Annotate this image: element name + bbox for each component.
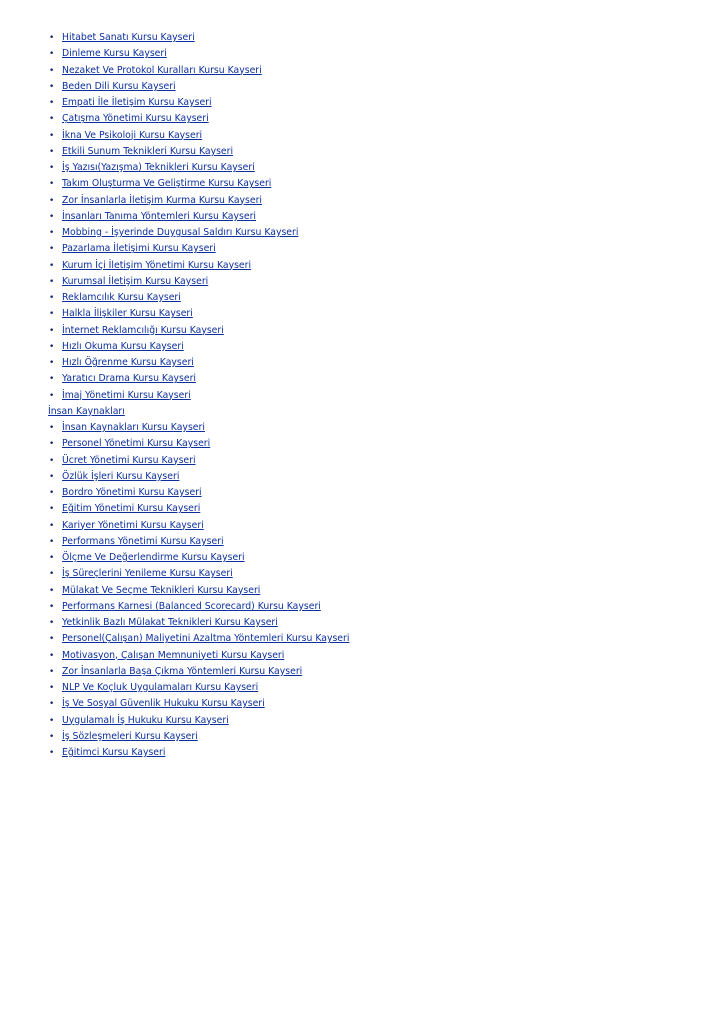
list-item [48,209,708,225]
course-link[interactable]: Zor İnsanlarla İletişim Kurma Kursu Kayseri [62,194,262,206]
list-item [48,371,708,387]
course-link[interactable]: Halkla İlişkiler Kursu Kayseri [62,308,193,320]
bullet-icon: • [49,293,55,303]
course-link[interactable]: Reklamcılık Kursu Kayseri [62,292,181,303]
course-link[interactable]: İnsanları Tanıma Yöntemleri Kursu Kayseri [62,210,256,222]
bullet-icon: • [49,325,55,336]
bullet-icon: • [49,699,55,710]
bullet-icon: • [49,228,55,238]
list-item [48,583,708,599]
course-link[interactable]: Mobbing - İşyerinde Duygusal Saldırı Kursu Kayseri [62,227,299,238]
course-link[interactable]: Nezaket Ve Protokol Kuralları Kursu Kayseri [62,64,262,76]
list-item [48,241,708,257]
bullet-icon: • [49,634,55,645]
course-link[interactable]: İş Ve Sosyal Güvenlik Hukuku Kursu Kayseri [62,698,265,710]
list-item [48,339,708,355]
course-link[interactable]: Ölçme Ve Değerlendirme Kursu Kayseri [62,552,245,563]
course-link[interactable]: Kurumsal İletişim Kursu Kayseri [62,275,209,287]
course-link[interactable]: Pazarlama İletişimi Kursu Kayseri [62,243,216,255]
list-item [48,46,708,62]
course-link[interactable]: Beden Dili Kursu Kayseri [62,80,176,92]
bullet-icon: • [49,211,55,222]
bullet-icon: • [49,683,55,693]
list-item [48,615,708,631]
course-link[interactable]: NLP Ve Koçluk Uygulamaları Kursu Kayseri [62,682,259,693]
list-item [48,599,708,615]
course-link[interactable]: İnternet Reklamcılığı Kursu Kayseri [62,324,224,336]
course-link[interactable]: Çatışma Yönetimi Kursu Kayseri [62,113,209,125]
list-item [48,518,708,534]
course-link[interactable]: İnsan Kaynakları Kursu Kayseri [62,422,205,433]
bullet-icon: • [49,666,55,677]
list-item [48,566,708,582]
bullet-icon: • [49,504,55,515]
bullet-icon: • [49,423,55,433]
bullet-icon: • [49,65,55,76]
list-item [48,323,708,339]
list-item [48,95,708,111]
section-heading-hr[interactable]: İnsan Kaynakları [48,405,125,417]
bullet-icon: • [49,341,55,352]
bullet-icon: • [49,114,55,125]
bullet-icon: • [49,98,55,108]
course-link[interactable]: Bordro Yönetimi Kursu Kayseri [62,487,202,498]
bullet-icon: • [49,374,55,385]
bullet-icon: • [49,390,55,401]
bullet-icon: • [49,163,55,173]
list-item [48,111,708,127]
course-link[interactable]: Personel Yönetimi Kursu Kayseri [62,438,211,450]
list-item [48,290,708,306]
bullet-icon: • [49,601,55,612]
list-item [48,729,708,745]
bullet-icon: • [49,195,55,206]
bullet-icon: • [49,244,55,255]
document-page [48,30,708,761]
bullet-icon: • [49,553,55,563]
course-link[interactable]: İmaj Yönetimi Kursu Kayseri [62,389,191,401]
course-link[interactable]: Yetkinlik Bazlı Mülakat Teknikleri Kursu Kayseri [62,617,278,628]
course-link[interactable]: Zor İnsanlarla Başa Çıkma Yöntemleri Kursu Kayseri [62,665,303,677]
bullet-icon: • [49,309,55,320]
bullet-icon: • [49,260,55,271]
list-item [48,550,708,566]
bullet-icon: • [49,81,55,92]
bullet-icon: • [49,471,55,482]
list-item [48,274,708,290]
course-link[interactable]: İş Sözleşmeleri Kursu Kayseri [62,730,198,742]
bullet-icon: • [49,618,55,628]
bullet-icon: • [49,439,55,450]
bullet-icon: • [49,146,55,157]
list-item [48,30,708,46]
list-item [48,745,708,761]
bullet-icon: • [49,650,55,661]
course-link[interactable]: Özlük İşleri Kursu Kayseri [62,470,180,482]
list-item [48,436,708,452]
course-link[interactable]: Performans Yönetimi Kursu Kayseri [62,535,224,547]
list-item [48,306,708,322]
bullet-icon: • [49,179,55,190]
bullet-icon: • [49,520,55,531]
list-item [48,176,708,192]
course-link[interactable]: Motivasyon, Çalışan Memnuniyeti Kursu Kayseri [62,649,285,661]
course-link[interactable]: Eğitimci Kursu Kayseri [62,747,166,758]
list-item [48,485,708,501]
list-item [48,355,708,371]
course-link[interactable]: Empati İle İletişim Kursu Kayseri [62,97,212,108]
course-link[interactable]: Uygulamalı İş Hukuku Kursu Kayseri [62,714,229,726]
bullet-icon: • [49,49,55,60]
bullet-icon: • [49,358,55,368]
list-item [48,193,708,209]
bullet-icon: • [49,276,55,287]
course-link[interactable]: Kurum İçi İletişim Yönetimi Kursu Kayseri [62,259,252,271]
course-link[interactable]: Kariyer Yönetimi Kursu Kayseri [62,519,204,531]
list-item [48,648,708,664]
list-item [48,680,708,696]
course-link[interactable]: Hızlı Okuma Kursu Kayseri [62,340,184,352]
list-item [48,63,708,79]
list-item [48,534,708,550]
bullet-icon: • [49,748,55,758]
list-item [48,144,708,160]
list-item [48,696,708,712]
course-link[interactable]: Eğitim Yönetimi Kursu Kayseri [62,503,201,515]
bullet-icon: • [49,488,55,498]
bullet-icon: • [49,33,55,43]
course-link[interactable]: Hitabet Sanatı Kursu Kayseri [62,32,195,43]
list-item [48,664,708,680]
bullet-icon: • [49,536,55,547]
course-link[interactable]: Dinleme Kursu Kayseri [62,48,167,60]
list-item [48,469,708,485]
list-item [48,79,708,95]
course-link[interactable]: Yaratıcı Drama Kursu Kayseri [62,373,197,385]
course-link[interactable]: Performans Karnesi (Balanced Scorecard) Kursu Kayseri [62,600,321,612]
course-list-hr [48,420,708,761]
bullet-icon: • [49,455,55,466]
bullet-icon: • [49,715,55,726]
course-link[interactable]: İş Yazısı(Yazışma) Teknikleri Kursu Kayseri [62,162,255,173]
course-link[interactable]: Etkili Sunum Teknikleri Kursu Kayseri [62,145,234,157]
course-link[interactable]: Hızlı Öğrenme Kursu Kayseri [62,357,194,368]
course-link[interactable]: İş Süreçlerini Yenileme Kursu Kayseri [62,568,233,580]
list-item [48,388,708,404]
course-link[interactable]: Ücret Yönetimi Kursu Kayseri [62,454,196,466]
list-item [48,258,708,274]
list-item [48,420,708,436]
list-item [48,501,708,517]
list-item [48,225,708,241]
list-item [48,128,708,144]
bullet-icon: • [49,569,55,580]
list-item [48,713,708,729]
course-list-communication [48,30,708,404]
course-link[interactable]: Mülakat Ve Seçme Teknikleri Kursu Kayseri [62,584,261,596]
course-link[interactable]: İkna Ve Psikoloji Kursu Kayseri [62,129,203,141]
list-item [48,631,708,647]
course-link[interactable]: Takım Oluşturma Ve Geliştirme Kursu Kayseri [62,178,272,190]
list-item [48,160,708,176]
list-item [48,453,708,469]
bullet-icon: • [49,731,55,742]
bullet-icon: • [49,585,55,596]
course-link[interactable]: Personel(Çalışan) Maliyetini Azaltma Yöntemleri Kursu Kayseri [62,633,350,645]
bullet-icon: • [49,130,55,141]
